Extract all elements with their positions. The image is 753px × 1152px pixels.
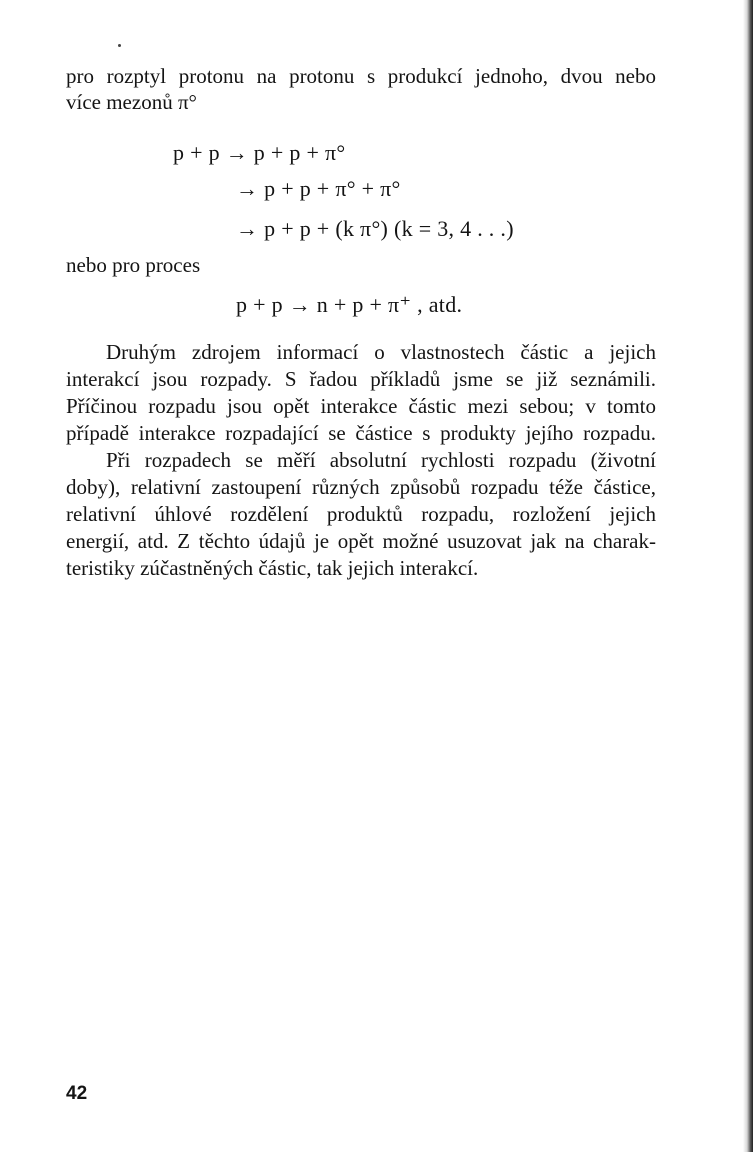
paragraph-2-line-5: teristiky zúčastněných částic, tak jejich interakcí. [66,556,479,580]
intro-line-2: více mezonů π° [66,90,197,114]
paragraph-1-line-1: Druhým zdrojem informací o vlastnostech částic a jejich [106,340,656,364]
equation-2: → p + p + π° + π° [236,176,401,201]
paragraph-1-line-4: případě interakce rozpadající se částice s produkty jejího rozpadu. [66,421,656,445]
paragraph-2-line-2: doby), relativní zastoupení různých způsobů rozpadu téže částice, [66,475,656,499]
paragraph-1-line-3: Příčinou rozpadu jsou opět interakce částic mezi sebou; v tomto [66,394,656,418]
paragraph-2-line-1: Při rozpadech se měří absolutní rychlosti rozpadu (životní [106,448,656,472]
paragraph-2-line-3: relativní úhlové rozdělení produktů rozpadu, rozložení jejich [66,502,656,526]
page-edge-shadow [743,0,753,1152]
equation-1: p + p → p + p + π° [173,140,346,165]
intro-line-1: pro rozptyl protonu na protonu s produkcí jednoho, dvou nebo [66,64,656,88]
print-speck [118,44,121,47]
paragraph-2-line-4: energií, atd. Z těchto údajů je opět možné usuzovat jak na charak- [66,529,656,553]
connector-text: nebo pro proces [66,253,201,277]
page-number: 42 [66,1083,88,1104]
paragraph-1-line-2: interakcí jsou rozpady. S řadou příkladů jsme se již seznámili. [66,367,656,391]
equation-4: p + p → n + p + π⁺ , atd. [236,292,463,317]
equation-3: → p + p + (k π°) (k = 3, 4 . . .) [236,216,514,241]
